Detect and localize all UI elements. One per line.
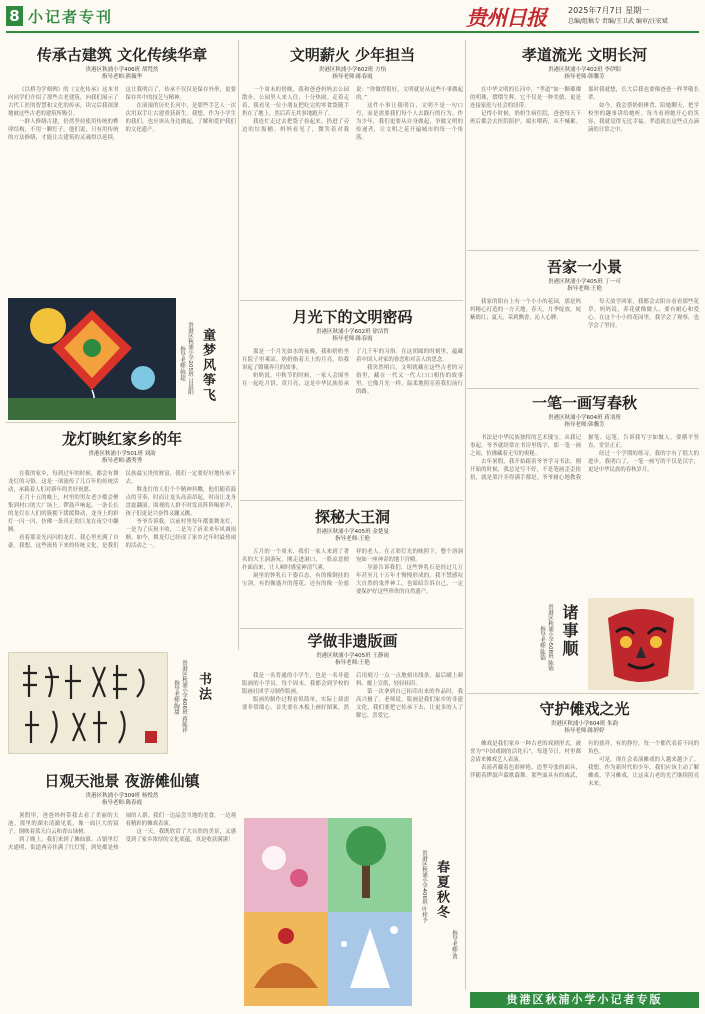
article-civilized-youth bbox=[242, 46, 463, 296]
four-seasons-drawing bbox=[244, 818, 412, 1006]
drawing-byline-mask: 贵港区秋浦小学508班 陈锦 bbox=[547, 604, 553, 672]
row-divider bbox=[467, 388, 699, 389]
article-body: 暑假里，爸爸妈妈带我去看了美丽的天池。那里的湖水清澈见底，像一面巨大的镜子，倒映着蓝天白云和青山绿树。 到了晚上，我们来到了傩仙镇。古镇里灯火通明，街道两旁挂满了红灯笼，到处都是热闹的人群。我们一边品尝当地的美食，一边观看精彩的傩戏表演。 这一天，我既欣赏了大自然的美景，又感受到了家乡浓厚的文化底蕴，真是收获满满！ bbox=[8, 813, 236, 851]
page-number: 8 bbox=[6, 6, 23, 26]
article-advisor: 指导老师:王艳 bbox=[335, 660, 370, 666]
article-byline: 贵港区秋浦小学604班 朱韵 bbox=[550, 721, 619, 727]
article-dawang-cave bbox=[242, 508, 463, 626]
column-divider bbox=[465, 40, 466, 990]
article-body: 书法是中华民族独特的艺术瑰宝。从我记事起，爷爷就经常在书房里练字，那一笔一画之间，仿佛藏着无穷的奥秘。 去年暑假，我开始跟着爷爷学习书法。刚开始的时候，我总是写不好，不是笔画歪歪扭扭，就是墨汁弄得满手都是。爷爷耐心地教我握笔、运笔，告诉我写字如做人，要横平竖直、堂堂正正。 经过一个学期的练习，我的字有了很大的进步。我明白了，一笔一画写的不仅是汉字，更是中华民族的春秋岁月。 bbox=[470, 435, 699, 481]
article-title: 吾家一小景 bbox=[546, 258, 622, 276]
drawing-title-kite: 童梦风筝飞 bbox=[200, 328, 215, 403]
drawing-advisor-kite: 指导老师:韩超 bbox=[179, 346, 185, 381]
article-advisor: 指导老师:陈春霞 bbox=[332, 74, 373, 80]
article-body: 我家的阳台上有一个小小的花园，那是妈妈精心打造的一方天地。春天，月季绽放，姹紫嫣红；夏天，茉莉飘香，沁人心脾。 每天放学回家，我都会去阳台看看那些花草。妈妈说，养花就像做人，要有耐心和爱心。在这个小小的花园里，我学会了观察，也学会了坚持。 bbox=[470, 299, 699, 329]
calligraphy-artwork bbox=[8, 652, 168, 754]
article-title: 学做非遗版画 bbox=[307, 632, 398, 650]
article-advisor: 指导老师:陈婷婷 bbox=[564, 728, 605, 734]
drawing-advisor-mask: 指导老师:陈锦 bbox=[539, 626, 545, 661]
article-filial-piety bbox=[470, 46, 699, 246]
kite-drawing-art bbox=[8, 298, 176, 420]
article-title: 守护傩戏之光 bbox=[539, 700, 630, 718]
calligraphy-strokes bbox=[9, 653, 168, 754]
article-dragon-lantern bbox=[8, 430, 236, 642]
article-title: 文明薪火 少年担当 bbox=[289, 46, 416, 64]
row-divider bbox=[467, 250, 699, 251]
row-divider bbox=[240, 500, 463, 501]
issue-date: 2025年7月7日 星期一 bbox=[568, 6, 650, 15]
header-rule bbox=[6, 31, 699, 33]
row-divider bbox=[6, 422, 236, 423]
article-body: 一个周末的傍晚，我和爸爸妈妈去公园散步。公园里人来人往，十分热闹。走着走着，我看见一位小朋友把吃完的零食袋随手扔在了地上，然后若无其事地跑开了。 我连忙走过去把袋子捡起来，扔进了旁边的垃圾桶。妈妈看见了，微笑着对我说：“你做得很好，文明就是从这些小事做起的。” 这件小事让我明白，文明不是一句口号，而是需要我们每个人去践行的行为。作为少年，我们更要从自身做起，争做文明的传递者，让文明之花开遍城市的每一个角落。 bbox=[242, 87, 463, 141]
article-title: 日观天池景 夜游傩仙镇 bbox=[44, 772, 200, 790]
article-home-scenery bbox=[470, 258, 699, 384]
article-ancient-architecture bbox=[8, 46, 236, 298]
article-advisor: 指导老师:韩馨芳 bbox=[564, 422, 605, 428]
editors-line: 总编/组稿专 责编/王卫武 编审/汪宏斌 bbox=[568, 18, 668, 25]
article-title: 传承古建筑 文化传续华章 bbox=[36, 46, 208, 64]
article-byline: 贵港区秋浦小学405班 金楚曼 bbox=[316, 529, 389, 535]
article-byline: 贵港区秋浦小学309班 杨悦然 bbox=[85, 793, 159, 799]
article-title: 孝道流光 文明长河 bbox=[521, 46, 648, 64]
article-calligraphy-story bbox=[470, 394, 699, 592]
article-byline: 贵港区秋浦小学501班 刘韵 bbox=[88, 451, 156, 457]
article-byline: 贵港区秋浦小学602班 方怡 bbox=[318, 67, 387, 73]
article-moonlight bbox=[242, 308, 463, 496]
drawing-title-seasons: 春夏秋冬 bbox=[434, 860, 449, 920]
drawing-byline-kite: 贵港区秋浦小学205班 吕晨阳 bbox=[187, 322, 193, 395]
article-advisor: 指导老师:王艳 bbox=[335, 536, 370, 542]
article-tianchi-travel bbox=[8, 772, 236, 1008]
article-body: 在中华文明的长河中，“孝道”如一颗璀璨的明珠，熠熠生辉。它不仅是一种美德，更是连接家庭与社会的纽带。 记得小时候，奶奶生病住院，爸爸每天下班后都会去医院陪护，端水喂药，从不喊累。那时我就想，长大后我也要像爸爸一样孝敬长辈。 如今，我会帮奶奶捶背、陪她聊天，把学校里的趣事讲给她听。每当看到她开心的笑容，我就觉得无比幸福。孝道就在这些点点滴滴的日常之中。 bbox=[470, 87, 699, 133]
article-advisor: 指导老师:熊薇华 bbox=[101, 74, 143, 80]
drawing-title-mask: 诸事顺 bbox=[560, 604, 579, 658]
article-title: 月光下的文明密码 bbox=[292, 308, 413, 326]
article-byline: 贵港区秋浦小学405班 丁一可 bbox=[548, 279, 621, 285]
article-title: 探秘大王洞 bbox=[314, 508, 390, 526]
article-body: 《以桥为学刻碑》的《文化传承》这本书向同学们介绍了那些古老建筑，向我们展示了古代工匠的智慧和文化的传承，读完后我深深地被这些古老的建筑所吸引。 一群人修缮古建，仍然坚持使用传统的榫卯结构，不用一颗钉子。他们说，只有用传统的方法修缮，才能让古建筑的灵魂得以延续。这让我明白了，传承不仅仅是保存外形，更要保存其中的技艺与精神。 在滚滚的历史长河中，是那些手艺人一次次用双手让古建重获新生。我想，作为小学生的我们，也应该从身边做起，了解和爱护我们的文化遗产。 bbox=[8, 87, 236, 141]
article-byline: 贵港区秋浦小学406班 胡梵然 bbox=[85, 67, 159, 73]
article-woodblock-print bbox=[242, 632, 463, 810]
article-byline: 贵港区秋浦小学405班 王静雨 bbox=[316, 653, 389, 659]
row-divider bbox=[240, 300, 463, 301]
article-title: 龙灯映红家乡的年 bbox=[61, 430, 182, 448]
article-nuo-opera bbox=[470, 700, 699, 988]
article-body: 在我的家乡，每到过年的时候，都会有舞龙灯的习俗。这是一项流传了几百年的传统活动，承载着人们对新年的美好祝愿。 正月十五的晚上，村里的男女老少都会聚集到村口的大广场上。锣鼓声响起，一条长长的龙灯在人们的簇拥下缓缓舞动，龙身上的彩灯一闪一闪，仿佛一条真正的巨龙在夜空中翻腾。 看着那金光闪闪的龙灯，我心里充满了自豪。我想，这些流传下来的传统文化，是我们民族最宝贵的财富，我们一定要好好地传承下去。 舞龙灯的人们个个精神抖擞，他们随着鼓点的节奏，时而让龙头高高昂起，时而让龙身盘旋翻滚。围观的人群不时发出阵阵喝彩声，孩子们更是兴奋得又蹦又跳。 爷爷告诉我，以前村里每年都要舞龙灯，一是为了庆祝丰收，二是为了祈求来年风调雨顺。如今，舞龙灯已经成了家乡过年时最热闹的活动之一。 bbox=[8, 471, 236, 549]
article-body: 五月的一个周末，我们一家人来到了著名的大王洞游玩。刚走进洞口，一股凉意便扑面而来，让人顿时感觉神清气爽。 洞里的钟乳石千姿百态，有的像倒挂的宝剑，有的像盛开的莲花，还有的像一位慈祥的老人。在五彩灯光的映照下，整个溶洞宛如一座神奇的地下宫殿。 导游告诉我们，这些钟乳石是经过几万年甚至几十万年才慢慢形成的。我不禁感叹大自然的鬼斧神工，也暗暗告诉自己，一定要保护好这些珍贵的自然遗产。 bbox=[242, 549, 463, 595]
drawing-advisor-calligraphy: 指导老师:陶甜 bbox=[173, 680, 179, 715]
section-title: 小记者专刊 bbox=[28, 8, 114, 26]
nuo-mask-drawing bbox=[588, 598, 694, 690]
row-divider bbox=[240, 628, 463, 629]
article-byline: 贵港区秋浦小学602班 徐洁哲 bbox=[316, 329, 389, 335]
article-advisor: 指导老师:潘秀秀 bbox=[101, 458, 143, 464]
drawing-title-calligraphy: 书法 bbox=[196, 672, 211, 702]
article-advisor: 指导老师:陈春霞 bbox=[332, 336, 373, 342]
page-header bbox=[0, 0, 705, 34]
article-byline: 贵港区秋浦小学402班 李伊阳 bbox=[548, 67, 621, 73]
article-body: 那是一个月光如水的夜晚，我和奶奶坐在院子里乘凉。奶奶指着天上的月亮，给我讲起了嫦娥奔月的故事。 奶奶说，中秋节的时候，一家人会围坐在一起吃月饼、赏月亮，这是中华民族传承了几千年的习俗。在这团圆的时刻里，蕴藏着中国人对家的眷恋和对亲人的思念。 我突然明白，文明就藏在这些古老的习俗里，藏在一代又一代人口口相传的故事里。它像月光一样，温柔地照亮着我们前行的路。 bbox=[242, 349, 463, 395]
article-title: 一笔一画写春秋 bbox=[531, 394, 637, 412]
article-byline: 贵港区秋浦小学604班 蒋羽彤 bbox=[548, 415, 621, 421]
kite-drawing bbox=[8, 298, 176, 420]
article-advisor: 指导老师:韩馨芳 bbox=[564, 74, 605, 80]
four-seasons-art bbox=[244, 818, 412, 1006]
article-body: 我是一名普通的小学生，也是一名非遗版画的小学员。每个周末，我都会到学校的版画社团学习制作版画。 版画的制作过程看似简单，实际上却需要非常细心。首先要在木板上画好图案，然后用刻刀一点一点地刻出线条，最后刷上颜料、覆上宣纸，轻轻拓印。 第一次拿到自己拓印出来的作品时，我高兴极了。老师说，版画是我们家乡的非遗文化，我们要把它传承下去，让更多的人了解它、喜爱它。 bbox=[242, 673, 463, 719]
drawing-advisor-seasons: 指导老师:黄 bbox=[451, 930, 457, 960]
article-advisor: 指导老师:陈春霞 bbox=[101, 800, 143, 806]
column-divider bbox=[238, 40, 239, 650]
row-divider bbox=[467, 693, 699, 694]
footer-banner: 贵港区秋浦小学小记者专版 bbox=[470, 992, 699, 1008]
newspaper-logo: 贵州日报 bbox=[466, 5, 546, 30]
drawing-byline-calligraphy: 贵港区秋浦小学606班 蒋陈祥 bbox=[181, 660, 187, 733]
article-advisor: 指导老师:王艳 bbox=[567, 286, 602, 292]
nuo-mask-art bbox=[588, 598, 694, 690]
drawing-byline-seasons: 贵港区秋浦小学406班 叶梓予 bbox=[421, 850, 427, 923]
article-body: 傩戏是我们家乡一种古老的戏剧形式，被誉为“中国戏剧的活化石”。每逢节日，村里都会请来傩戏艺人表演。 表演者戴着色彩鲜艳、造型夸张的面具，伴随着锣鼓声载歌载舞。那些面具有的威武，有的慈祥，有的狰狞，每一个都代表着不同的角色。 可是，现在会表演傩戏的人越来越少了。我想，作为新时代的少年，我们应该主动了解傩戏、学习傩戏，让这束古老的光芒继续照亮未来。 bbox=[470, 741, 699, 787]
